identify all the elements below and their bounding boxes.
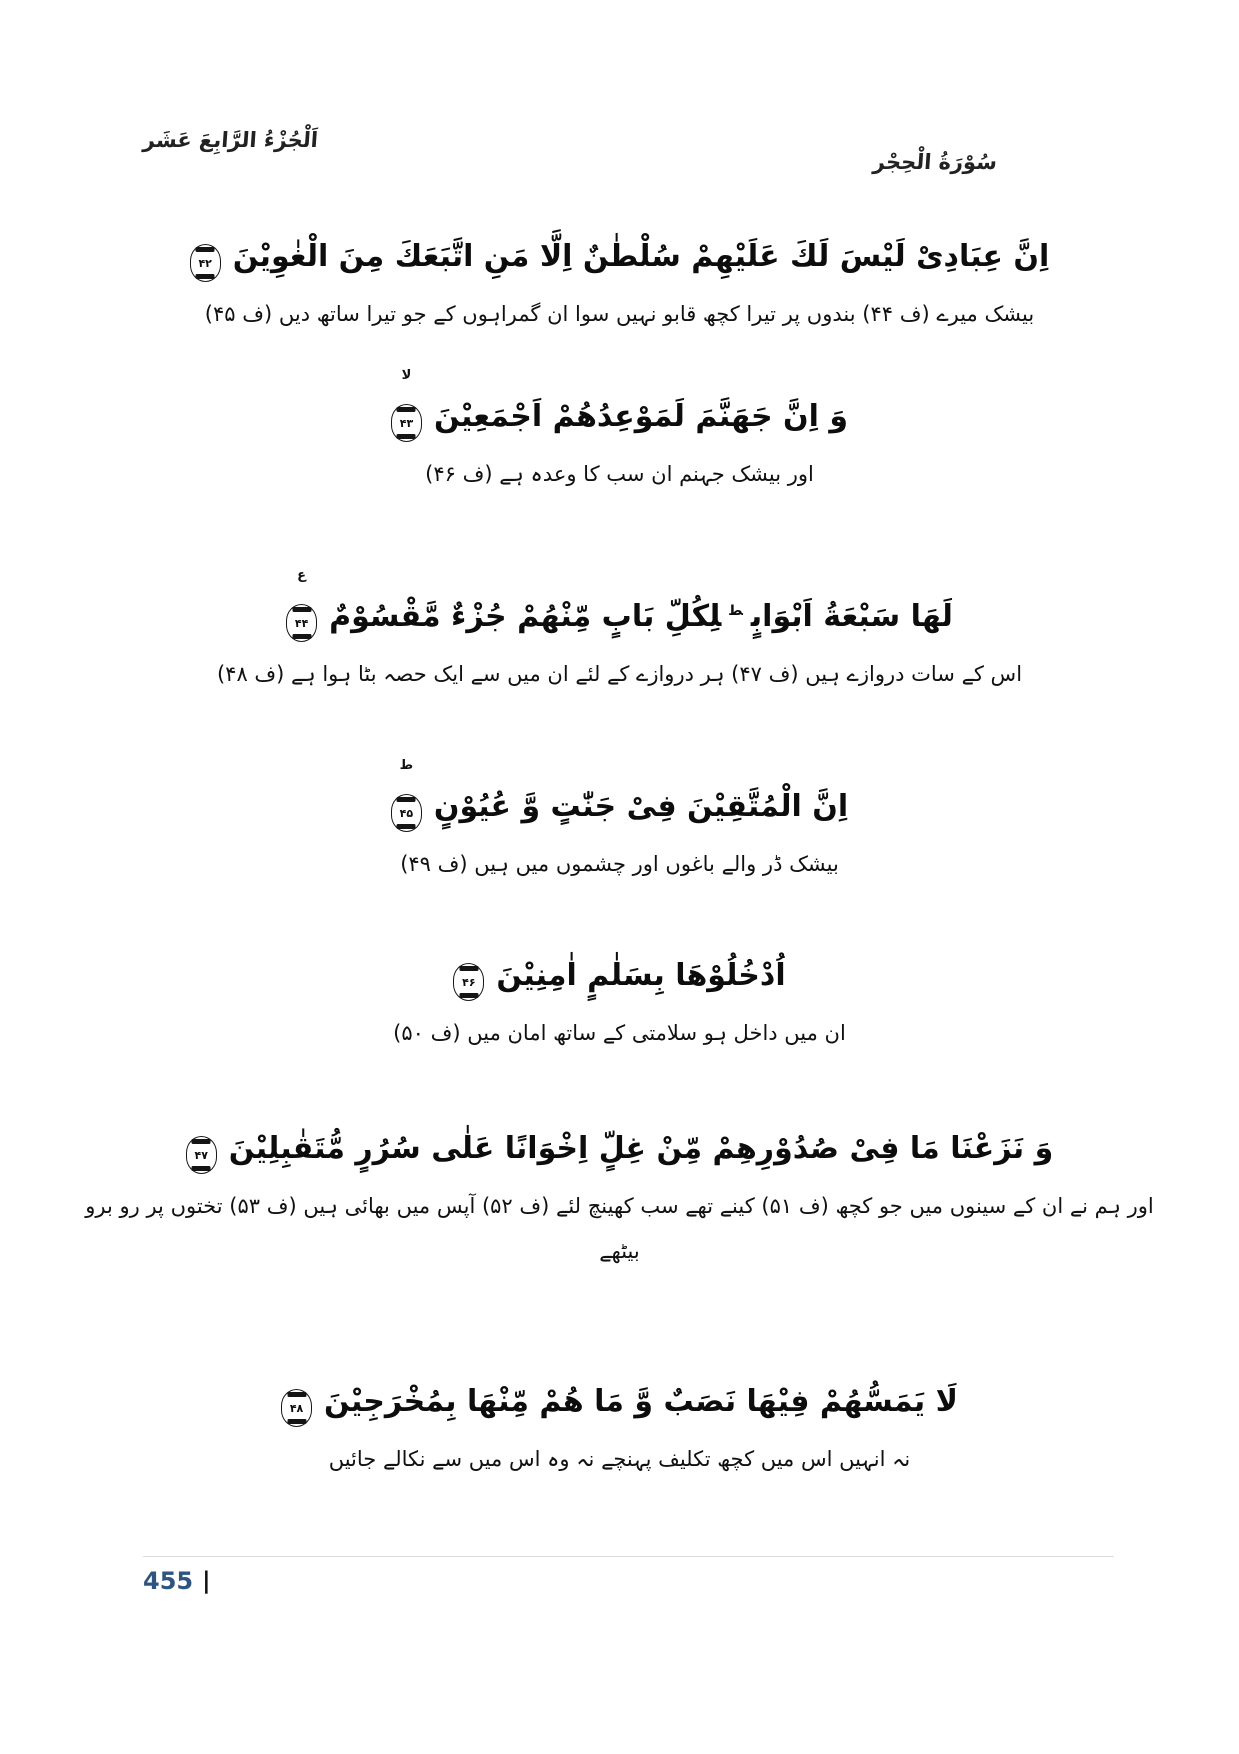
arabic-verse-line: [70, 944, 1169, 1008]
arabic-verse-text: وَ نَزَعْنَا مَا فِیْ صُدُوْرِهِمْ مِّنْ غِلٍّ اِخْوَانًا عَلٰی سُرُرٍ مُّتَقٰبِلِیْنَ: [228, 1131, 1054, 1167]
verse-end-marker: [391, 757, 422, 839]
urdu-translation: بیشک میرے (ف ۴۴) بندوں پر تیرا کچھ قابو نہیں سوا ان گمراہوں کے جو تیرا ساتھ دیں (ف ۴۵): [204, 302, 1035, 326]
verse-end-marker: [281, 1371, 312, 1434]
page-number-line: [143, 1567, 1114, 1595]
verse-number: ۴۲: [198, 257, 212, 270]
page-footer: [143, 1556, 1114, 1595]
arabic-verse-line: [70, 757, 1169, 839]
urdu-translation: اور بیشک جہنم ان سب کا وعدہ ہے (ف ۴۶): [425, 461, 814, 486]
arabic-verse-text: لَهَا سَبْعَةُ اَبْوَابٍ: [750, 598, 953, 634]
verse-number: ۴۳: [399, 416, 414, 430]
verse-block-46: [70, 944, 1169, 1053]
verse-number: ۴۷: [194, 1149, 208, 1163]
arabic-verse-text: اُدْخُلُوْهَا بِسَلٰمٍ اٰمِنِیْنَ: [496, 958, 786, 994]
urdu-translation: ان میں داخل ہو سلامتی کے ساتھ امان میں (ف ۵۰): [393, 1021, 846, 1046]
verse-number-medallion-icon: [281, 1389, 312, 1427]
urdu-translation-line2: بیٹھے: [599, 1239, 640, 1264]
urdu-translation: بیشک ڈر والے باغوں اور چشموں میں ہیں (ف ۴۹): [400, 851, 839, 876]
verse-number-medallion-icon: [391, 404, 422, 442]
verse-block-43: [70, 367, 1169, 494]
verse-number-medallion-icon: [453, 963, 484, 1001]
arabic-verse-line: [70, 567, 1169, 649]
verses-container: [70, 200, 1169, 1479]
page-number-separator: |: [202, 1568, 211, 1594]
arabic-verse-text: اِنَّ عِبَادِیْ لَیْسَ لَكَ عَلَیْهِمْ سُلْطٰنٌ اِلَّا مَنِ اتَّبَعَكَ مِنَ الْغٰوِیْنَ: [232, 239, 1050, 274]
waqf-mark-top: لا: [401, 367, 412, 383]
page-number: 455: [143, 1567, 194, 1595]
verse-block-47: [70, 1117, 1169, 1271]
urdu-translation: اس کے سات دروازے ہیں (ف ۴۷) ہر دروازے کے لئے ان میں سے ایک حصہ بٹا ہوا ہے (ف ۴۸): [216, 661, 1023, 686]
arabic-verse-text: اِنَّ الْمُتَّقِیْنَ فِیْ جَنّٰتٍ وَّ عُیُوْنٍ: [433, 788, 849, 824]
verse-block-42: [70, 225, 1169, 334]
arabic-verse-text: وَ اِنَّ جَهَنَّمَ لَمَوْعِدُهُمْ اَجْمَعِیْنَ: [433, 398, 849, 434]
urdu-translation: اور ہم نے ان کے سینوں میں جو کچھ (ف ۵۱) کینے تھے سب کھینچ لئے (ف ۵۲) آپس میں بھائی ہیں (ف ۵۳) تختوں پر رو برو: [85, 1194, 1154, 1219]
verse-number-medallion-icon: [391, 794, 422, 832]
verse-block-45: [70, 757, 1169, 884]
verse-block-48: [70, 1370, 1169, 1479]
waqf-mark: ط: [729, 602, 743, 619]
footer-divider: [143, 1556, 1114, 1557]
verse-number-medallion-icon: [190, 244, 221, 282]
waqf-mark-top: ط: [399, 757, 414, 773]
arabic-verse-line: [70, 1370, 1169, 1434]
verse-number: ۴۵: [399, 806, 414, 820]
verse-number-medallion-icon: [186, 1136, 217, 1174]
juz-title: اَلْجُزْءُ الرَّابِعَ عَشَر: [142, 128, 319, 152]
verse-number: ۴۸: [289, 1401, 304, 1415]
surah-title: سُوْرَةُ الْحِجْر: [872, 150, 998, 174]
arabic-verse-line: [70, 367, 1169, 449]
page-header: [143, 128, 1109, 174]
verse-number: ۴۶: [462, 976, 476, 990]
verse-end-marker: [453, 945, 484, 1008]
arabic-verse-line: [70, 225, 1169, 289]
verse-end-marker: [190, 226, 221, 289]
arabic-verse-line: [70, 1117, 1169, 1181]
arabic-verse-text-cont: لِكُلِّ بَابٍ مِّنْهُمْ جُزْءٌ مَّقْسُوْمٌ: [329, 598, 722, 634]
verse-end-marker: [186, 1118, 217, 1181]
arabic-verse-text: لَا یَمَسُّهُمْ فِیْهَا نَصَبٌ وَّ مَا هُمْ مِّنْهَا بِمُخْرَجِیْنَ: [324, 1383, 958, 1419]
verse-number-medallion-icon: [286, 604, 317, 642]
verse-block-44: [70, 567, 1169, 694]
urdu-translation: نہ انہیں اس میں کچھ تکلیف پہنچے نہ وہ اس میں سے نکالے جائیں: [328, 1446, 911, 1471]
verse-end-marker: [286, 567, 317, 649]
verse-end-marker: [391, 367, 422, 449]
verse-number: ۴۴: [294, 616, 309, 630]
waqf-mark-top: ع: [297, 567, 307, 583]
